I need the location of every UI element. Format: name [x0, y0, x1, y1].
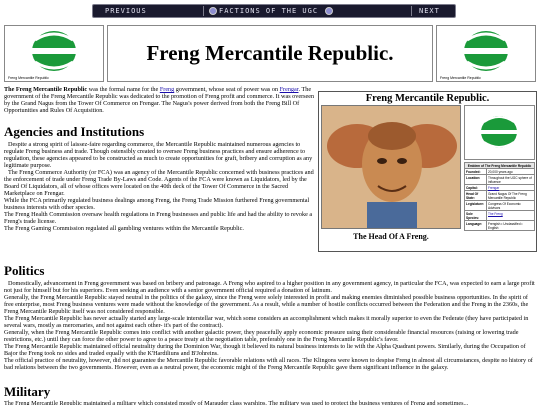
politics-heading: Politics	[4, 263, 45, 278]
agencies-section	[4, 141, 316, 232]
next-button[interactable]: NEXT	[419, 7, 440, 15]
nav-divider	[411, 6, 412, 16]
title-box	[107, 25, 433, 82]
facts-table-title: Emblem of The Freng Mercantile Republic	[465, 163, 535, 169]
intro-text: was the formal name for the	[87, 86, 160, 93]
agencies-p2: The Freng Commerce Authority (or FCA) was an agency of the Mercantile Republic concerned with business practices and the enforcement of trade under Freng Trade By-Laws and Code. Agents of the FCA were known as Liquidators, led by the Board Of Liquidators, all of whose offices were located on the 40th deck of the Tower Of Commerce in the Sacred Marketplace on Frengar.	[4, 169, 314, 197]
freng-emblem-icon	[5, 26, 103, 76]
infobox	[318, 91, 537, 252]
politics-p4: Generally, when the Freng Mercantile Republic comes into conflict with another galactic power, they peacefully apply economic pressure using their considerable financial resources (raising or lowering trade restrictions, etc.) until they can force the other power to agree to a peace treaty at the negotiation table, preferably one in the Freng Mercantile Republic's favor.	[4, 329, 519, 343]
infobox-title: Freng Mercantile Republic.	[365, 93, 490, 104]
politics-p6: The official practice of neutrality, however, did not guarantee the Mercantile Republic favorable relations with all races. The Klingons were known to despise Freng in almost all circumstances, despite no history of bad relations between the two governments. However, even as a neutral power, the economic might of the Freng Mercantile Republic gave them significant influence in the galaxy.	[4, 357, 533, 371]
top-nav	[0, 0, 540, 22]
freng-emblem-icon	[437, 26, 535, 76]
logo-caption: Freng Mercantile Republic	[440, 76, 481, 80]
logo-box-left	[4, 25, 104, 82]
table-row: Legislature: Congress Of Economic Advisors	[465, 201, 535, 211]
table-row: Founded: 20,000 years ago	[465, 169, 535, 175]
intro-paragraph	[4, 86, 316, 114]
military-p1: The Freng Mercantile Republic maintained a military which consisted mostly of Marauder class warships. The military was used to protect the business ventures of Freng and sometimes...	[4, 400, 469, 405]
previous-button[interactable]: PREVIOUS	[105, 7, 147, 15]
military-heading: Military	[4, 384, 51, 399]
table-row: Capital: Frengar	[465, 185, 535, 191]
table-row: Head Of State: Grand Nagus Of The Freng Mercantile Republic	[465, 191, 535, 201]
agencies-p4: The Freng Health Commission oversaw health regulations in Freng businesses and public life and had the ability to revoke a Freng's trade license.	[4, 211, 313, 225]
factions-link[interactable]: FACTIONS OF THE UGC	[219, 7, 319, 15]
politics-p5: The Freng Mercantile Republic maintained official neutrality during the Dominion War, though it believed its natural business interests to lie with the Alpha Quadrant powers. Similarly, during the Occupation of Bajor the Freng took no sides and traded equally with the K'Hardiliuns and B'Johreins.	[4, 343, 526, 357]
portrait-caption: The Head Of A Freng.	[353, 232, 429, 241]
agencies-p1: Despite a strong spirit of laissez-faire regarding commerce, the Mercantile Republic maintained numerous agencies to regulate Freng business and trade. Though ostensibly created to oversee Freng business practices and ensure adherence to regulation, these agencies appeared to be constructed as much to create opportunities for graft, bribery and corruption as any legitimate purpose.	[4, 141, 313, 169]
frengar-link[interactable]: Frengar	[279, 86, 299, 93]
infobox-logo	[464, 105, 535, 160]
table-row: Location: Throughout the UGC sphere of influence	[465, 175, 535, 185]
logo-caption: Freng Mercantile Republic	[8, 76, 49, 80]
faction-badge-icon	[325, 7, 333, 15]
nav-divider	[203, 6, 204, 16]
politics-p1: Domestically, advancement in Freng government was based on bribery and patronage. A Freng who aspired to a higher position in any government agency, in particular the FCA, was expected to earn a large profit not just for himself but for his superiors. Even seeking an audience with a senior government official required a donation of latinum.	[4, 280, 535, 294]
intro-text: government, whose seat of power was on	[174, 86, 280, 93]
agencies-p5: The Freng Gaming Commission regulated all gambling ventures within the Mercantile Republic.	[4, 225, 244, 232]
politics-p3: The Freng Mercantile Republic has never actually started any large-scale interstellar war, which some considers an accomplishment which makes it morally superior to even the Federate (they have participated in several wars, mostly as mercenaries, and not against each other- it's part of the contract).	[4, 315, 529, 329]
freng-emblem-icon	[465, 106, 534, 159]
logo-box-right	[436, 25, 536, 82]
freng-link[interactable]: Freng	[159, 86, 175, 93]
agencies-p3: While the FCA primarily regulated business dealings among Freng, the Freng Trade Mission furthered Freng governmental business interests with other species.	[4, 197, 310, 211]
politics-section	[4, 280, 536, 371]
politics-p2: Generally, the Freng Mercantile Republic stayed neutral in the politics of the galaxy, since the Freng were solely interested in profit and making enemies diminished possible business opportunities. In the spirit of free enterprise, most Freng business ventures were made without the knowledge of the government. As a result, while a number of hostile conflicts occurred between the Federation and the Freng in the 2360s, the Freng Mercantile Republic itself was not considered responsible.	[4, 294, 529, 315]
table-row: Language: Frengish • Unclassified • English	[465, 221, 535, 231]
freng-head-image	[322, 106, 461, 229]
faction-badge-icon	[209, 7, 217, 15]
freng-portrait	[321, 105, 461, 229]
facts-table	[464, 162, 535, 231]
intro-lead: The Freng Mercantile Republic	[4, 86, 88, 93]
intro-text: . The government of the Freng Mercantile Republic was dedicated to the promotion of Freng profit and commerce. It was overseen by the Grand Nagus from the Tower Of Commerce on Frengar. The Nagus's power derived from both the Freng Bill Of Opportunities and Rules Of Acquisition.	[4, 86, 315, 114]
agencies-heading: Agencies and Institutions	[4, 124, 145, 139]
page-title: Freng Mercantile Republic.	[146, 41, 394, 65]
table-row: Sole Species: The Freng	[465, 211, 535, 221]
nav-bar	[92, 4, 456, 18]
